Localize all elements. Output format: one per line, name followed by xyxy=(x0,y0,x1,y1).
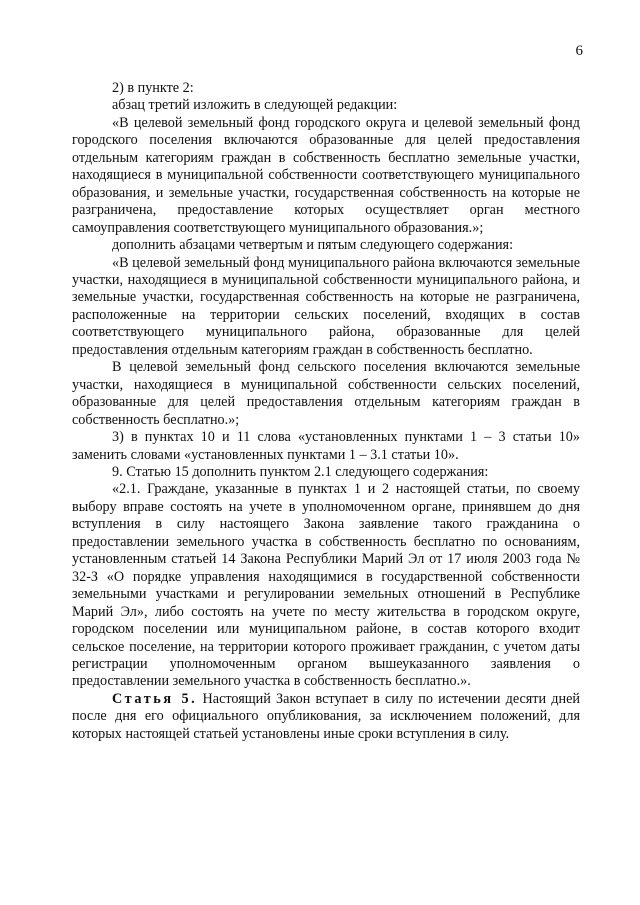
paragraph-quote-city-fund: «В целевой земельный фонд городского округа и целевой земельный фонд городского поселения включаются образованные для целей предоставления отдельным категориям граждан в собственность бесплатно земельные участки, находящиеся в муниципальной собственности соответствующего муниципального образования, и земельные участки, государственная собственность на которые не разграничена, предоставление которых осуществляет орган местного самоуправления соответствующего муниципального образования.»; xyxy=(72,114,580,236)
paragraph-quote-district-fund: «В целевой земельный фонд муниципального района включаются земельные участки, находящиеся в муниципальной собственности муниципального района, и земельные участки, государственная собственность на которые не разграничена, расположенные на территории сельских поселений, входящих в состав соответствующего муниципального района, образованные для целей предоставления отдельным категориям граждан в собственность бесплатно. xyxy=(72,254,580,358)
article-5 xyxy=(72,691,580,743)
paragraph-item-9: 9. Статью 15 дополнить пунктом 2.1 следующего содержания: xyxy=(112,463,489,480)
page-number: 6 xyxy=(575,43,583,59)
article-5-heading: Статья 5. xyxy=(112,690,198,707)
article-5-text: Настоящий Закон вступает в силу по истечении десяти дней после дня его официального опубликования, за исключением положений, для которых настоящей статьей установлены иные сроки вступления в силу. xyxy=(72,690,580,742)
paragraph-quote-2-1: «2.1. Граждане, указанные в пунктах 1 и 2 настоящей статьи, по своему выбору вправе состоять на учете в уполномоченном органе, принявшем до дня вступления в силу настоящего Закона заявление такого гражданина о предоставлении земельного участка в собственность бесплатно по основаниям, установленным статьей 14 Закона Республики Марий Эл от 17 июля 2003 года № 32-З «О порядке управления находящимися в государственной собственности земельными участками и регулировании земельных отношений в Республике Марий Эл», либо состоять на учете по месту жительства в городском округе, городском поселении или муниципальном районе, в состав которого входит сельское поселение, на территории которого проживает гражданин, с учетом даты регистрации уполномоченным органом вышеуказанного заявления о предоставлении земельного участка в собственность бесплатно.». xyxy=(72,481,580,690)
paragraph-item-3: 3) в пунктах 10 и 11 слова «установленных пунктами 1 – 3 статьи 10» заменить словами «установленных пунктами 1 – 3.1 статьи 10». xyxy=(72,429,580,463)
paragraph-item-2: 2) в пункте 2: xyxy=(112,80,194,96)
document-body xyxy=(72,80,580,743)
paragraph-rural-fund: В целевой земельный фонд сельского поселения включаются земельные участки, находящиеся в муниципальной собственности сельских поселений, образованные для целей предоставления отдельным категориям граждан в собственность бесплатно.»; xyxy=(72,359,580,428)
paragraph-instruction-third: абзац третий изложить в следующей редакции: xyxy=(112,97,398,114)
paragraph-instruction-add: дополнить абзацами четвертым и пятым следующего содержания: xyxy=(112,237,514,254)
